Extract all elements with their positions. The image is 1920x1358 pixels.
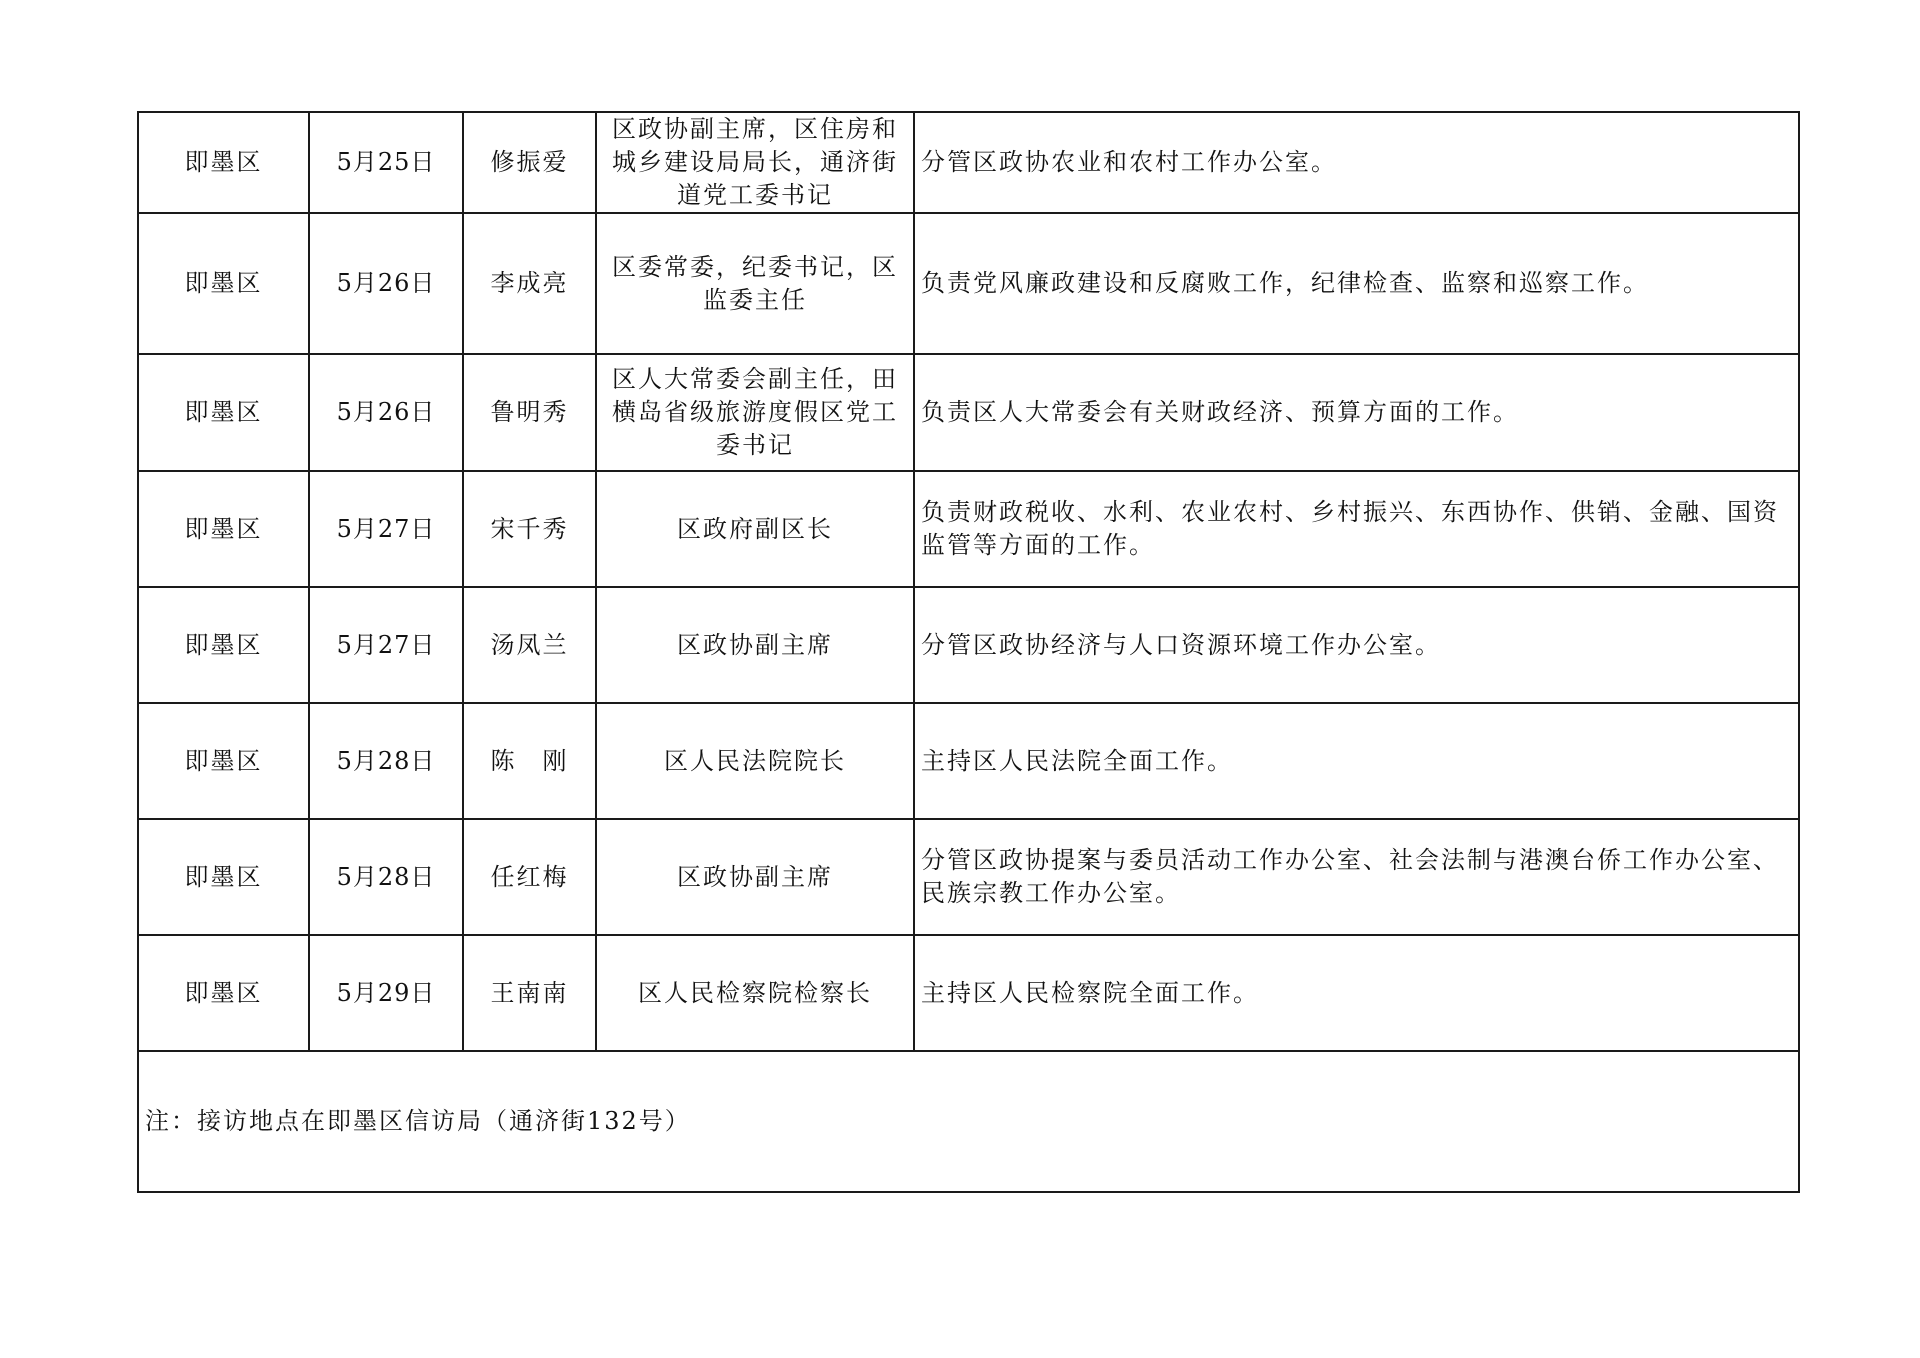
position-cell: 区人民法院院长 xyxy=(596,703,914,819)
date-cell: 5月25日 xyxy=(309,112,463,213)
note-text: 注：接访地点在即墨区信访局（通济街132号） xyxy=(138,1051,1799,1192)
duties-cell: 负责党风廉政建设和反腐败工作，纪律检查、监察和巡察工作。 xyxy=(914,213,1799,354)
table-row xyxy=(138,213,1799,354)
position-cell: 区人民检察院检察长 xyxy=(596,935,914,1051)
position-cell: 区委常委，纪委书记，区监委主任 xyxy=(596,213,914,354)
table-row xyxy=(138,935,1799,1051)
name-cell: 宋千秀 xyxy=(463,471,596,587)
date-cell: 5月28日 xyxy=(309,703,463,819)
table-row xyxy=(138,354,1799,471)
table-row xyxy=(138,112,1799,213)
district-cell: 即墨区 xyxy=(138,819,309,935)
date-cell: 5月28日 xyxy=(309,819,463,935)
table-row xyxy=(138,703,1799,819)
name-cell: 陈 刚 xyxy=(463,703,596,819)
name-cell: 修振爱 xyxy=(463,112,596,213)
duties-cell: 分管区政协经济与人口资源环境工作办公室。 xyxy=(914,587,1799,703)
position-cell: 区政协副主席 xyxy=(596,819,914,935)
district-cell: 即墨区 xyxy=(138,587,309,703)
note-row xyxy=(138,1051,1799,1192)
district-cell: 即墨区 xyxy=(138,471,309,587)
duties-cell: 负责区人大常委会有关财政经济、预算方面的工作。 xyxy=(914,354,1799,471)
duties-cell: 分管区政协提案与委员活动工作办公室、社会法制与港澳台侨工作办公室、民族宗教工作办公室。 xyxy=(914,819,1799,935)
district-cell: 即墨区 xyxy=(138,112,309,213)
reception-schedule-table xyxy=(137,111,1800,1193)
date-cell: 5月27日 xyxy=(309,587,463,703)
district-cell: 即墨区 xyxy=(138,354,309,471)
position-cell: 区政协副主席，区住房和城乡建设局局长，通济街道党工委书记 xyxy=(596,112,914,213)
position-cell: 区政府副区长 xyxy=(596,471,914,587)
date-cell: 5月26日 xyxy=(309,354,463,471)
table-row xyxy=(138,587,1799,703)
district-cell: 即墨区 xyxy=(138,935,309,1051)
name-cell: 任红梅 xyxy=(463,819,596,935)
name-cell: 汤凤兰 xyxy=(463,587,596,703)
position-cell: 区政协副主席 xyxy=(596,587,914,703)
duties-cell: 分管区政协农业和农村工作办公室。 xyxy=(914,112,1799,213)
date-cell: 5月27日 xyxy=(309,471,463,587)
duties-cell: 负责财政税收、水利、农业农村、乡村振兴、东西协作、供销、金融、国资监管等方面的工作。 xyxy=(914,471,1799,587)
duties-cell: 主持区人民法院全面工作。 xyxy=(914,703,1799,819)
duties-cell: 主持区人民检察院全面工作。 xyxy=(914,935,1799,1051)
name-cell: 王南南 xyxy=(463,935,596,1051)
date-cell: 5月29日 xyxy=(309,935,463,1051)
table-row xyxy=(138,471,1799,587)
district-cell: 即墨区 xyxy=(138,213,309,354)
table-row xyxy=(138,819,1799,935)
name-cell: 李成亮 xyxy=(463,213,596,354)
position-cell: 区人大常委会副主任，田横岛省级旅游度假区党工委书记 xyxy=(596,354,914,471)
district-cell: 即墨区 xyxy=(138,703,309,819)
name-cell: 鲁明秀 xyxy=(463,354,596,471)
date-cell: 5月26日 xyxy=(309,213,463,354)
